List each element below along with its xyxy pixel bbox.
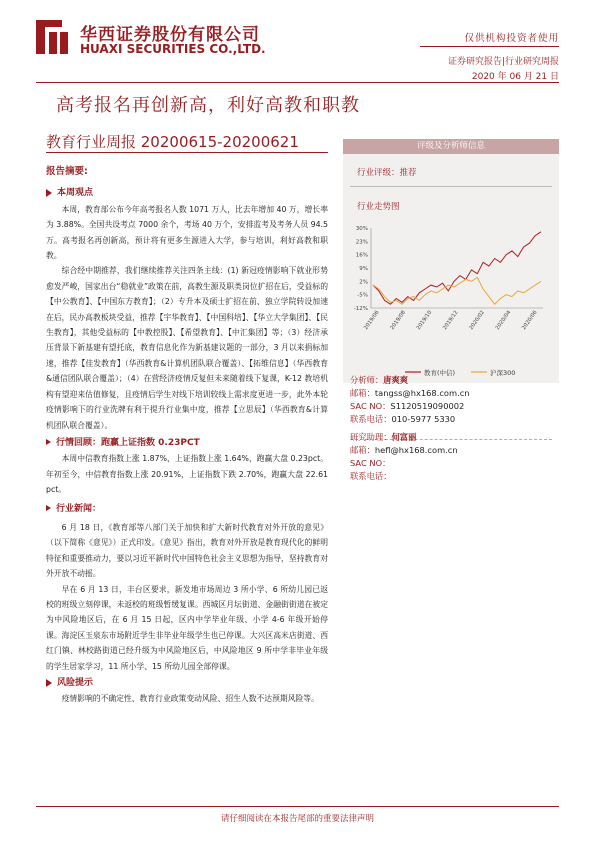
legend-label-edu: 教育(中信): [424, 369, 456, 377]
news-heading: 行业新闻：: [46, 502, 328, 517]
header-rule: [36, 82, 559, 83]
analyst-phone: 010-5977 5330: [391, 414, 456, 424]
subtitle-rule: [46, 152, 328, 153]
risk-heading: 风险提示: [46, 676, 328, 691]
market-highlight: 跑赢上证指数 0.23PCT: [101, 437, 200, 448]
news-para-1: 6 月 18 日，《教育部等八部门关于加快和扩大新时代教育对外开放的意见》（以下简称《意见》）正式印发。《意见》指出，教育对外开放是教育现代化的鲜明特征和重要推动力，要以习近平新时代中国特色社会主义思想为指导，坚持教育对外开放不动摇。: [46, 522, 328, 579]
x-tick-label: 2020/02: [468, 309, 486, 332]
legal-notice: 请仔细阅读在本报告尾部的重要法律声明: [220, 814, 374, 824]
rating-value: 推荐: [399, 168, 417, 178]
this-week-heading: 本周观点: [46, 186, 328, 201]
y-tick-label: 2%: [359, 279, 368, 286]
market-para: 本周中信教育指数上涨 1.87%，上证指数上涨 1.64%，跑赢大盘 0.23pct。年初至今，中信教育指数上涨 20.91%，上证指数下跌 2.70%，跑赢大盘 22.61pct。: [46, 454, 328, 495]
rating-divider: [350, 186, 552, 187]
y-tick-label: -12%: [353, 306, 368, 312]
news-para-2: 早在 6 月 13 日，丰台区要求，新发地市场周边 3 所小学、6 所幼儿园已返校的班级立刻停课，未返校的班级暂缓复课。西城区月坛街道、金融街街道在被定为中风险地区后，在 6 月 15 日起，区内中学毕业年级、小学 4-6 年级开始停课。海淀区玉泉东市场附近学生非毕业年级学生也已停课。大兴区高米店街道、西红门镇、林校路街道已经升级为中风险地区后，中风险地区 9 所中学非毕业年级的学生居家学习，11 所小学、15 所幼儿园全部停课。: [46, 584, 328, 671]
rating-panel-header: 评级及分析师信息: [343, 139, 559, 154]
assistant-name: 何富丽: [391, 432, 417, 442]
assistant-email-row: 邮箱：hefl@hx168.com.cn: [350, 445, 458, 455]
legend-label-hs300: 沪深300: [490, 369, 516, 377]
trend-chart-label: 行业走势图: [357, 202, 400, 212]
y-tick-label: 30%: [355, 226, 368, 232]
report-date: 2020 年 06 月 21 日: [471, 72, 559, 82]
report-type: 证券研究报告|行业研究周报: [447, 57, 559, 67]
analyst-email[interactable]: tangss@hx168.com.cn: [374, 388, 470, 398]
page-title: 高考报名再创新高，利好高教和职教: [56, 95, 360, 116]
market-heading: 行情回顾：跑赢上证指数 0.23PCT: [46, 436, 328, 451]
header-rule-top: [420, 46, 559, 47]
x-tick-label: 2020/04: [494, 309, 513, 332]
analyst-phone-row: 联系电话：010-5977 5330: [350, 414, 456, 424]
company-name-cn: 华西证券股份有限公司: [80, 25, 260, 45]
y-tick-label: 9%: [359, 266, 368, 272]
y-tick-label: 16%: [355, 252, 368, 259]
this-week-para-2: 综合经中期推荐，我们继续推荐关注四条主线：(1) 新冠疫情影响下就业形势愈发严峻，国家出台“稳就业”政策在前，高教生源及职类岗位扩招在后，受益标的【中公教育】、【中国东方教育】；（2）专升本及硕士扩招在前、独立学院转设加速在后，民办高教板块受益，推荐【宇华教育】、【中国科培】、【华立大学集团】、【民生教育】，其他受益标的【中教控股】、【希望教育】、【中汇集团】等；（3）经济承压背景下新基建有望托底，教育信息化作为新基建议题的一部分，3 月以来捐标加速，推荐【佳发教育】（华西教育&计算机团队联合覆盖）、【拓维信息】（华西教育&通信团队联合覆盖）；（4）在营经济疫情反复但未来随着线下复课，K-12 教培机构有望迎来估值修复，且疫情后学生对线下培训较线上需求度更进一步，此外本轮疫情影响下的行业洗牌有利于提升行业集中度，推荐【立思辰】（华西教育&计算机团队联合覆盖）。: [46, 266, 328, 430]
analyst-block-2: [350, 431, 458, 483]
analyst-block-1: [350, 374, 470, 426]
section-arrow-icon: [46, 189, 52, 197]
summary-section: [46, 164, 328, 707]
industry-rating: 行业评级：推荐: [357, 168, 417, 178]
section-arrow-icon: [46, 439, 51, 445]
report-subtitle: 教育行业周报 20200615-20200621: [46, 133, 299, 151]
x-tick-label: 2020/06: [521, 309, 539, 332]
x-tick-label: 2019/06: [363, 309, 381, 332]
assistant-email[interactable]: hefl@hx168.com.cn: [374, 445, 458, 455]
summary-heading: 报告摘要:: [46, 166, 88, 177]
risk-para: 疫情影响的不确定性、教育行业政策变动风险、招生人数不达预期风险等。: [61, 694, 319, 704]
analyst-sac: S1120519090002: [390, 401, 465, 411]
analyst-email-row: 邮箱：tangss@hx168.com.cn: [350, 388, 470, 398]
footer-rule: [36, 806, 559, 807]
analyst-sac-row: SAC NO：S1120519090002: [350, 401, 465, 411]
section-arrow-icon: [46, 505, 51, 511]
industry-trend-chart: [343, 220, 559, 382]
section-arrow-icon: [46, 679, 52, 687]
x-tick-label: 2019/12: [442, 309, 460, 332]
this-week-para-1: 本周，教育部公布今年高考报名人数 1071 万人，比去年增加 40 万，增长率为 3.88%。全国共设考点 7000 余个，考场 40 万个，安排监考及考务人员 94.5 万。高考报名再创新高，预计将有更多生源进入大学，参与培训，利好高教和职教。: [46, 204, 328, 261]
y-tick-label: -5%: [357, 292, 368, 299]
assistant-phone-row: 联系电话：: [350, 471, 392, 481]
audience-tag: 仅供机构投资者使用: [464, 33, 559, 44]
analyst-name-row: 分析师：唐爽爽: [350, 375, 409, 385]
company-logo-icon: [36, 20, 70, 54]
y-tick-label: 23%: [355, 239, 368, 246]
analyst-name: 唐爽爽: [383, 375, 409, 385]
assistant-name-row: 研究助理：何富丽: [350, 432, 417, 442]
x-tick-label: 2019/08: [389, 309, 407, 332]
assistant-sac-row: SAC NO：: [350, 458, 391, 468]
company-name-en: HUAXI SECURITIES CO.,LTD.: [80, 42, 266, 56]
x-tick-label: 2019/10: [415, 309, 434, 332]
